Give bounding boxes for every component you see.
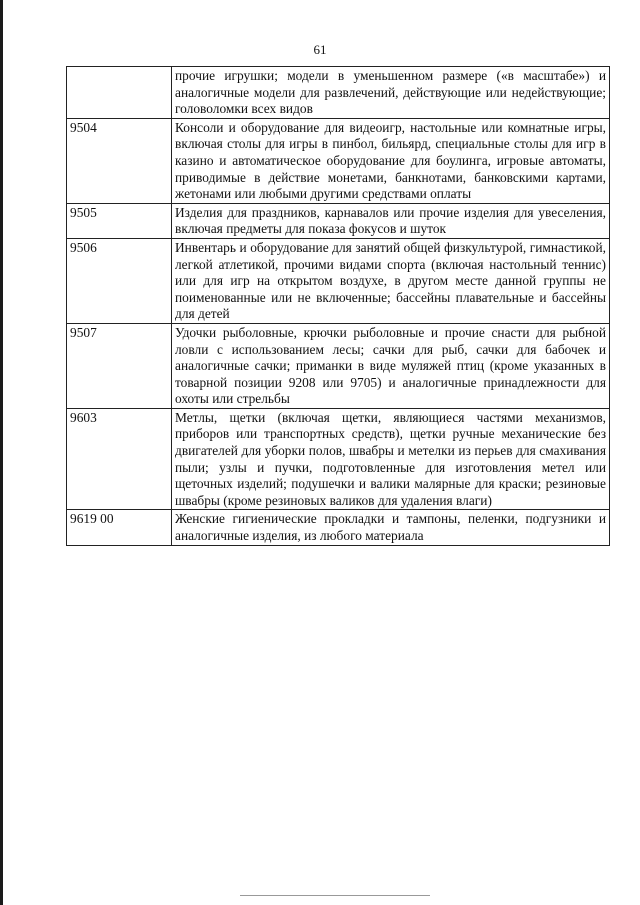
description-cell: Метлы, щетки (включая щетки, являющиеся частями механизмов, приборов или транспортных средств), щетки ручные механические без двигателей для уборки полов, швабры и метелки из перьев для смахивания пыли; узлы и пучки, подготовленные для изготовления метел или щеточных изделий; подушечки и валики малярные для краски; резиновые швабры (кроме резиновых валиков для удаления влаги)	[172, 408, 610, 510]
table-row	[67, 238, 610, 323]
page-number: 61	[313, 42, 327, 57]
code-cell: 9504	[67, 118, 172, 203]
page-left-edge	[0, 0, 3, 905]
description-cell: Женские гигиенические прокладки и тампоны, пеленки, подгузники и аналогичные изделия, из любого материала	[172, 510, 610, 545]
table-row	[67, 67, 610, 119]
description-cell: Консоли и оборудование для видеоигр, настольные или комнатные игры, включая столы для игры в пинбол, бильярд, специальные столы для игр в казино и автоматическое оборудование для боулинга, игровые автоматы, приводимые в действие монетами, банкнотами, банковскими картами, жетонами или любыми другими средствами оплаты	[172, 118, 610, 203]
description-cell: Изделия для праздников, карнавалов или прочие изделия для увеселения, включая предметы для показа фокусов и шуток	[172, 203, 610, 238]
table-row	[67, 203, 610, 238]
code-cell: 9603	[67, 408, 172, 510]
code-cell: 9507	[67, 323, 172, 408]
description-cell: Инвентарь и оборудование для занятий общей физкультурой, гимнастикой, легкой атлетикой, прочими видами спорта (включая настольный теннис) или для игр на открытом воздухе, в другом месте данной группы не поименованные или не включенные; бассейны плавательные и бассейны для детей	[172, 238, 610, 323]
code-cell: 9506	[67, 238, 172, 323]
code-cell: 9619 00	[67, 510, 172, 545]
scan-bottom-line	[240, 895, 430, 896]
table-row	[67, 408, 610, 510]
description-cell: Удочки рыболовные, крючки рыболовные и прочие снасти для рыбной ловли с использованием лесы; сачки для рыб, сачки для бабочек и аналогичные сачки; приманки в виде муляжей птиц (кроме указанных в товарной позиции 9208 или 9705) и аналогичные принадлежности для охоты или стрельбы	[172, 323, 610, 408]
code-cell	[67, 67, 172, 119]
table-row	[67, 323, 610, 408]
table-row	[67, 118, 610, 203]
table-row	[67, 510, 610, 545]
goods-code-table	[66, 66, 610, 546]
code-cell: 9505	[67, 203, 172, 238]
description-cell: прочие игрушки; модели в уменьшенном размере («в масштабе») и аналогичные модели для развлечений, действующие или недействующие; головоломки всех видов	[172, 67, 610, 119]
